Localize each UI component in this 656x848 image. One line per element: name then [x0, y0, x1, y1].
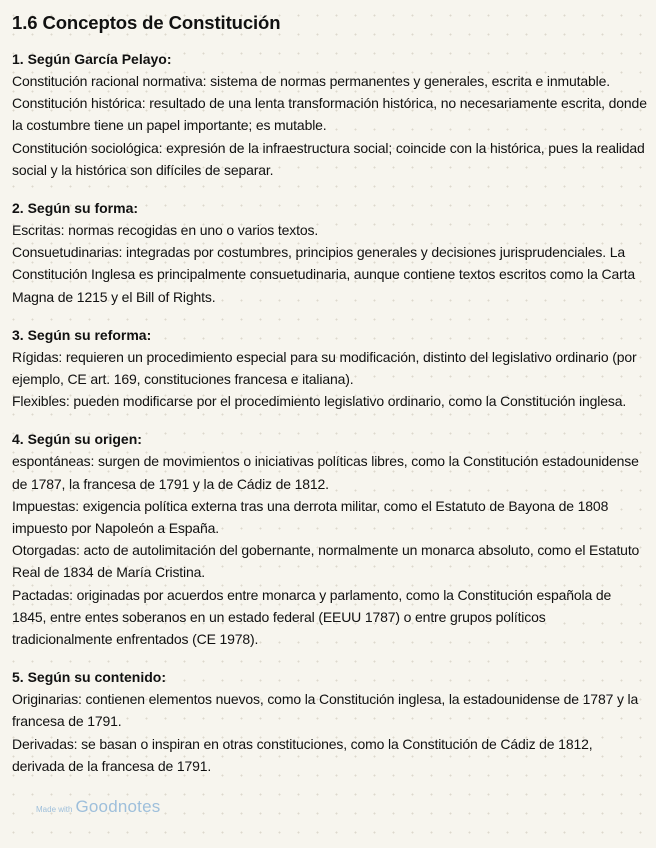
- section-heading: 3. Según su reforma:: [12, 326, 152, 343]
- paragraph: Flexibles: pueden modificarse por el procedimiento legislativo ordinario, como la Constitución inglesa.: [12, 393, 627, 410]
- section-heading: 5. Según su contenido:: [12, 669, 167, 686]
- paragraph: espontáneas: surgen de movimientos o iniciativas políticas libres, como la Constitución estadounidense de 1787, la francesa de 1791 y la de Cádiz de 1812.: [12, 453, 639, 492]
- paragraph: Constitución sociológica: expresión de la infraestructura social; coincide con la histórica, pues la realidad social y la histórica son difíciles de separar.: [12, 139, 645, 178]
- document-page: [12, 10, 648, 793]
- goodnotes-watermark: [36, 797, 160, 817]
- watermark-brand: Goodnotes: [75, 797, 161, 816]
- section-heading: 4. Según su origen:: [12, 431, 142, 448]
- section-reforma: [12, 324, 648, 413]
- paragraph: Consuetudinarias: integradas por costumbres, principios generales y decisiones jurisprudenciales. La Constitución Inglesa es principalmente consuetudinaria, aunque contiene textos escritos como la Carta Magna de 1215 y el Bill of Rights.: [12, 244, 635, 305]
- section-origen: [12, 428, 648, 650]
- section-heading: 1. Según García Pelayo:: [12, 51, 172, 67]
- paragraph: Impuestas: exigencia política externa tras una derrota militar, como el Estatuto de Bayona de 1808 impuesto por Napoleón a España.: [12, 497, 609, 537]
- section-garcia-pelayo: [12, 48, 648, 181]
- paragraph: Originarias: contienen elementos nuevos, como la Constitución inglesa, la estadounidense de 1787 y la francesa de 1791.: [12, 691, 639, 730]
- paragraph: Pactadas: originadas por acuerdos entre monarca y parlamento, como la Constitución española de 1845, entre entes soberanos en un estado federal (EEUU 1787) o entre grupos políticos tradicionalmente enfrentados (CE 1978).: [12, 586, 612, 648]
- paragraph: Constitución histórica: resultado de una lenta transformación histórica, no necesariamente escrita, donde la costumbre tiene un papel importante; es mutable.: [12, 95, 647, 134]
- section-contenido: [12, 666, 648, 777]
- paragraph: Otorgadas: acto de autolimitación del gobernante, normalmente un monarca absoluto, como el Estatuto Real de 1834 de María Cristina.: [12, 542, 640, 581]
- section-heading: 2. Según su forma:: [12, 200, 139, 217]
- watermark-prefix: Made with: [36, 805, 73, 814]
- paragraph: Derivadas: se basan o inspiran en otras constituciones, como la Constitución de Cádiz de 1812, derivada de la francesa de 1791.: [12, 735, 593, 774]
- paragraph: Rígidas: requieren un procedimiento especial para su modificación, distinto del legislativo ordinario (por ejemplo, CE art. 169, constituciones francesa e italiana).: [12, 348, 637, 388]
- page-title: 1.6 Conceptos de Constitución: [12, 12, 281, 33]
- paragraph: Constitución racional normativa: sistema de normas permanentes y generales, escrita e inmutable.: [12, 73, 611, 89]
- section-forma: [12, 197, 648, 308]
- paragraph: Escritas: normas recogidas en uno o varios textos.: [12, 222, 319, 239]
